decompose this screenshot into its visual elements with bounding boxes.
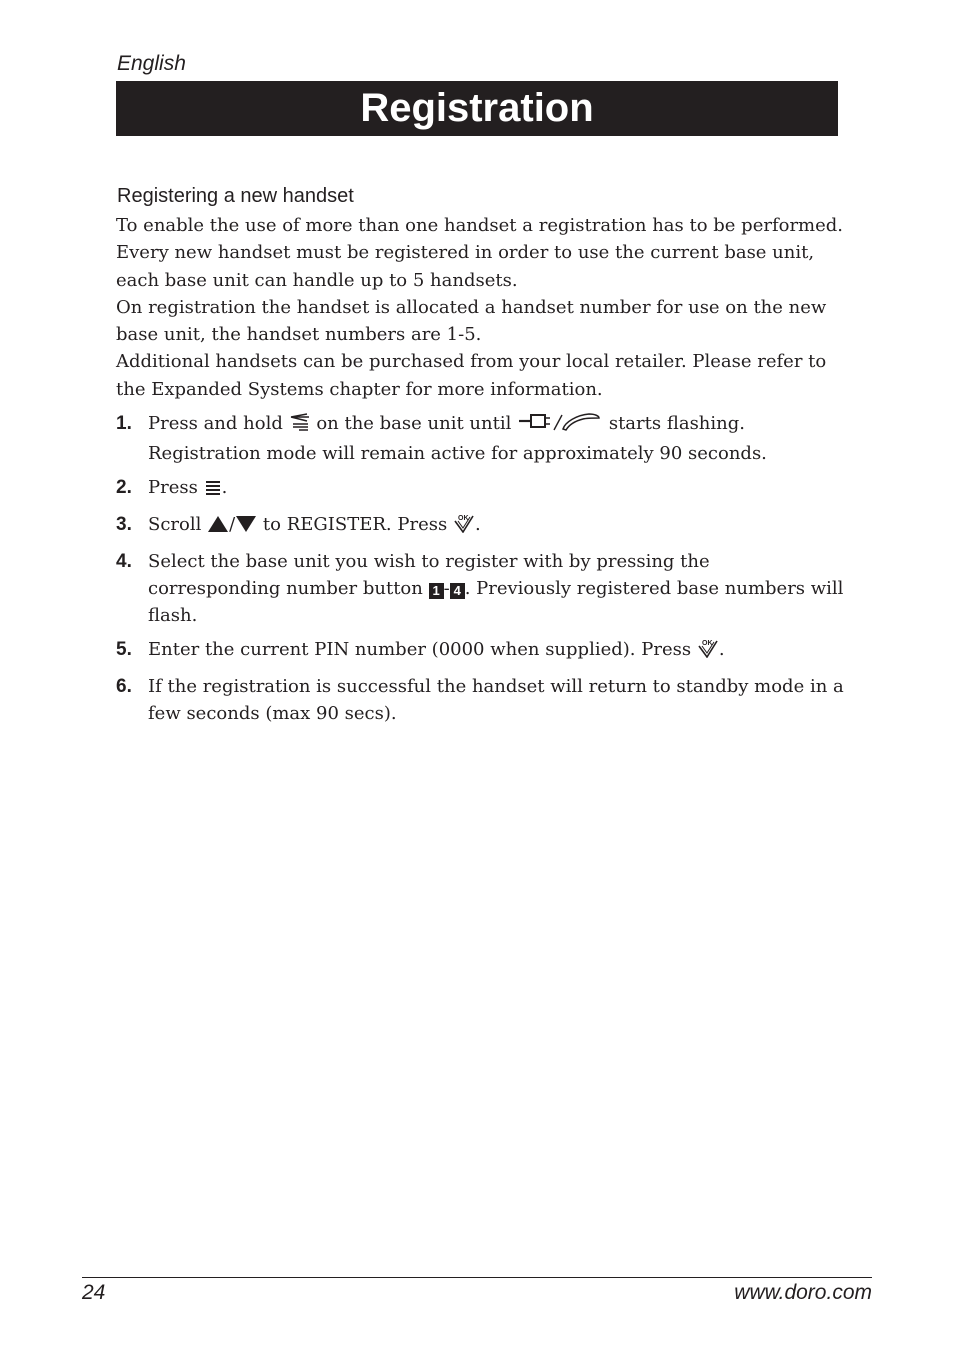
intro-text: [116, 212, 846, 403]
intro-paragraph: On registration the handset is allocated a handset number for use on the new base unit, the handset numbers are 1-5.: [116, 296, 827, 346]
step-text: Press and hold: [148, 413, 283, 434]
step-item: [116, 636, 846, 666]
step-number: 1.: [116, 413, 132, 434]
step-item: [116, 673, 846, 727]
step-text: Press: [148, 477, 198, 498]
step-text: Select the base unit you wish to register with by pressing the corresponding number button: [148, 551, 710, 599]
paging-key-icon: [289, 412, 311, 440]
down-arrow-icon: [235, 514, 257, 541]
step-text: .: [718, 639, 725, 660]
step-item: 3. Scroll / to REGISTER. Press OK .: [116, 511, 846, 541]
ok-key-icon: [453, 513, 475, 541]
step-text: starts flashing. Registration mode will remain active for approximately 90 seconds.: [148, 413, 767, 464]
steps-list: [116, 410, 846, 734]
svg-text:OK: OK: [701, 640, 713, 647]
step-number: 2.: [116, 477, 132, 498]
step-text: If the registration is successful the handset will return to standby mode in a few seconds (max 90 secs).: [148, 676, 844, 724]
step-text: Enter the current PIN number (0000 when supplied). Press: [148, 639, 692, 660]
step-item: [116, 474, 846, 504]
language-label: English: [117, 52, 186, 75]
page-title: Registration: [360, 86, 594, 130]
step-item: [116, 410, 846, 467]
section-heading: Registering a new handset: [117, 185, 354, 207]
step-number: 3.: [116, 514, 132, 535]
intro-paragraph: To enable the use of more than one handset a registration has to be performed. Every new handset must be registered in order to use the current base unit, each base unit can handle up to 5 handsets.: [116, 215, 844, 291]
step-number: 5.: [116, 639, 132, 660]
register-handset-icon: [517, 412, 603, 440]
step-text: .: [221, 477, 228, 498]
step-text: . Previously registered base numbers will flash.: [148, 578, 844, 626]
up-arrow-icon: [207, 514, 229, 541]
number-key-1: 1: [429, 583, 444, 599]
step-number: 4.: [116, 551, 132, 572]
step-text: on the base unit until: [316, 413, 512, 434]
menu-icon: [204, 477, 222, 504]
step-text: Scroll: [148, 514, 202, 535]
number-key-4: 4: [450, 583, 465, 599]
intro-paragraph: Additional handsets can be purchased from your local retailer. Please refer to the Expanded Systems chapter for more information.: [116, 351, 827, 400]
svg-text:OK: OK: [457, 515, 469, 522]
footer-divider: [82, 1277, 872, 1278]
page-number: 24: [82, 1281, 106, 1304]
step-item: 4. Select the base unit you wish to register with by pressing the corresponding number button 1 - 4 . Previously registered base numbers will flash.: [116, 548, 846, 629]
step-text: .: [474, 514, 481, 535]
page-title-bar: [116, 81, 838, 136]
step-text: to REGISTER. Press: [262, 514, 448, 535]
website-link: www.doro.com: [734, 1281, 872, 1304]
step-number: 6.: [116, 676, 132, 697]
ok-key-icon: [697, 638, 719, 666]
